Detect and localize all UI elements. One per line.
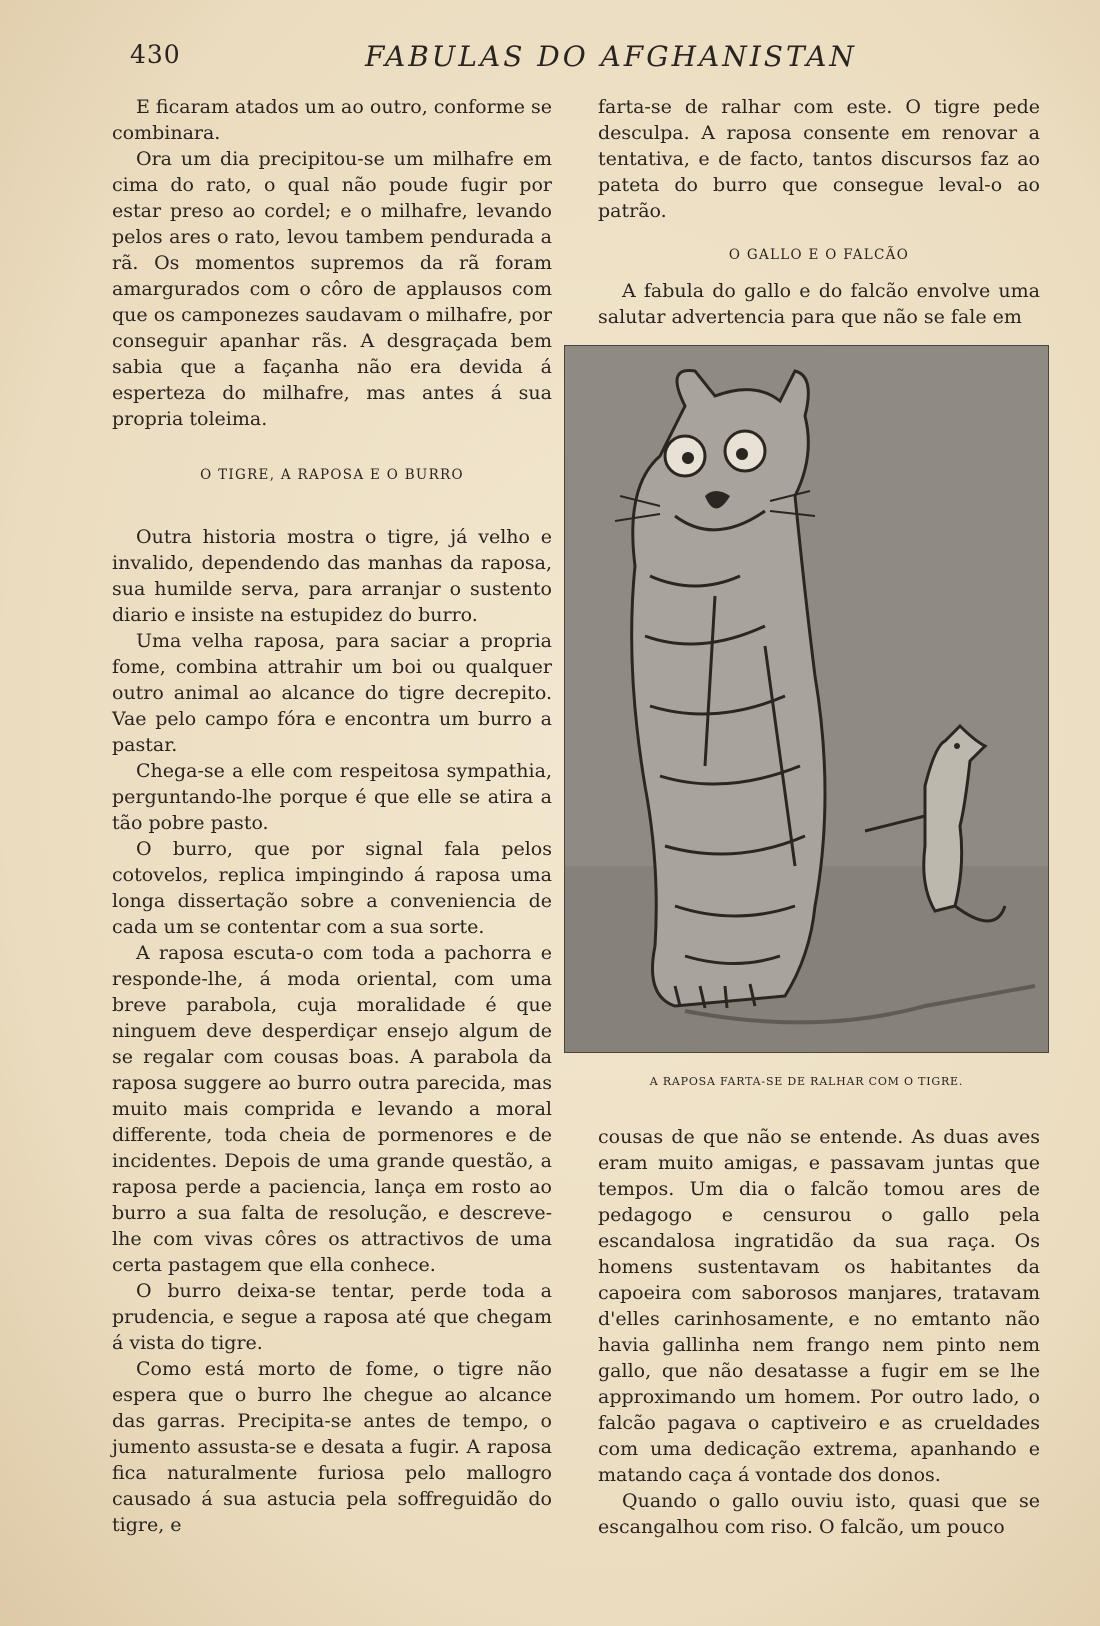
section-heading: O TIGRE, A RAPOSA E O BURRO <box>200 467 464 483</box>
paragraph: A fabula do gallo e do falcão envolve uma salutar advertencia para que não se fale em <box>598 280 1040 328</box>
section-heading: O GALLO E O FALCÃO <box>728 247 910 263</box>
paragraph: cousas de que não se entende. As duas aves eram muito amigas, e passavam juntas que tempos. Um dia o falcão tomou ares de pedagogo e censurou o gallo pela escandalosa ingratidão da sua raça. Os homens sustentavam os habitantes da capoeira com saborosos manjares, tratavam d'elles carinhosamente, e no emtanto não havia gallinha nem frango nem pinto nem gallo, que não desatasse a fugir em se lhe approximando um homem. Por outro lado, o falcão pagava o captiveiro e as crueldades com uma dedicação extrema, apanhando e matando caça á vontade dos donos. <box>598 1126 1040 1486</box>
right-column-top <box>598 94 1040 330</box>
page-number: 430 <box>130 40 181 69</box>
paragraph: farta-se de ralhar com este. O tigre pede desculpa. A raposa consente em renovar a tentativa, e de facto, tantos discursos faz ao pateta do burro que consegue leval-o ao patrão. <box>598 96 1040 222</box>
paragraph: Quando o gallo ouviu isto, quasi que se escangalhou com riso. O falcão, um pouco <box>598 1490 1040 1538</box>
paragraph: Uma velha raposa, para saciar a propria fome, combina attrahir um boi ou qualquer outro animal ao alcance do tigre decrepito. Vae pelo campo fóra e encontra um burro a pastar. <box>112 630 552 756</box>
paragraph: Outra historia mostra o tigre, já velho e invalido, dependendo das manhas da raposa, sua humilde serva, para arranjar o sustento diario e insiste na estupidez do burro. <box>112 526 552 626</box>
running-title: FABULAS DO AFGHANISTAN <box>365 40 857 73</box>
tiger-and-fox-illustration <box>565 346 1049 1053</box>
paragraph: O burro deixa-se tentar, perde toda a prudencia, e segue a raposa até que chegam á vista do tigre. <box>112 1280 552 1354</box>
paragraph: Ora um dia precipitou-se um milhafre em cima do rato, o qual não poude fugir por estar preso ao cordel; e o milhafre, levando pelos ares o rato, levou tambem pendurada a rã. Os momentos supremos da rã foram amargurados com o côro de applausos com que os camponezes saudavam o milhafre, por conseguir apanhar rãs. A desgraçada bem sabia que a façanha não era devida á esperteza do milhafre, mas antes á sua propria toleima. <box>112 148 552 430</box>
right-column-bottom <box>598 1124 1040 1540</box>
page-header <box>130 36 970 76</box>
paragraph: A raposa escuta-o com toda a pachorra e responde-lhe, á moda oriental, com uma breve parabola, cuja moralidade é que ninguem deve desperdiçar ensejo algum de se regalar com cousas boas. A parabola da raposa suggere ao burro outra parecida, mas muito mais comprida e levando a moral differente, toda cheia de pormenores e de incidentes. Depois de uma grande questão, a raposa perde a paciencia, lança em rosto ao burro a sua falta de resolução, e descreve-lhe com vivas côres os attractivos de uma certa pastagem que ella conhece. <box>112 942 552 1276</box>
paragraph: E ficaram atados um ao outro, conforme se combinara. <box>112 96 552 144</box>
figure-caption: A RAPOSA FARTA-SE DE RALHAR COM O TIGRE. <box>649 1075 964 1088</box>
illustration <box>564 345 1049 1053</box>
paragraph: O burro, que por signal fala pelos cotovelos, replica impingindo á raposa uma longa dissertação sobre a conveniencia de cada um se contentar com a sua sorte. <box>112 838 552 938</box>
paragraph: Como está morto de fome, o tigre não espera que o burro lhe chegue ao alcance das garras. Precipita-se antes de tempo, o jumento assusta-se e desata a fugir. A raposa fica naturalmente furiosa pelo mallogro causado á sua astucia pela soffreguidão do tigre, e <box>112 1358 552 1536</box>
left-column <box>112 94 552 1538</box>
paragraph: Chega-se a elle com respeitosa sympathia, perguntando-lhe porque é que elle se atira a tão pobre pasto. <box>112 760 552 834</box>
